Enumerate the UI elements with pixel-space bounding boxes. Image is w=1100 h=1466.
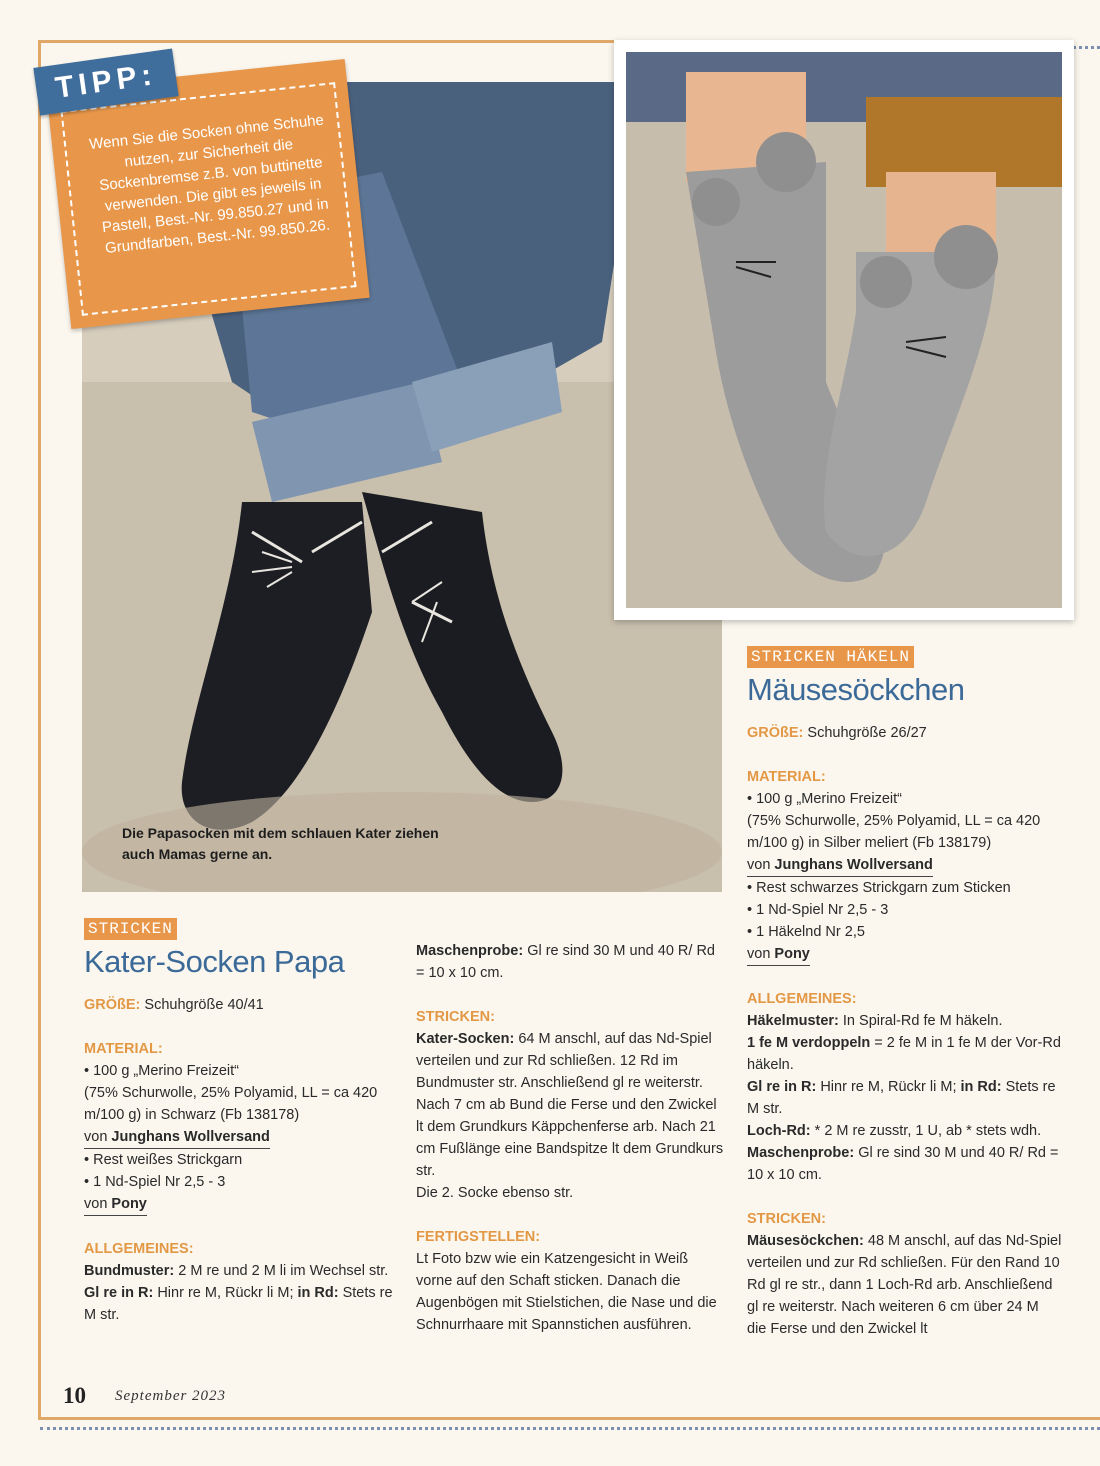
page-border-top: [38, 40, 638, 43]
maus-supplier-1-link: von Junghans Wollversand: [747, 854, 933, 877]
maus-column: [747, 646, 1062, 1340]
maus-material-5: • 1 Häkelnd Nr 2,5: [747, 924, 865, 940]
maus-category-tag: STRICKEN HÄKELN: [747, 646, 914, 668]
kater-material-label: MATERIAL:: [84, 1041, 163, 1057]
page-border-left: [38, 40, 41, 1420]
kater-knit-text-2: Die 2. Socke ebenso str.: [416, 1185, 574, 1201]
kater-material-2: (75% Schurwolle, 25% Polyamid, LL = ca 420 m/100 g) in Schwarz (Fb 138178): [84, 1085, 378, 1123]
mouse-socks-photo: [614, 40, 1074, 620]
maus-general-1: Häkelmuster: In Spiral-Rd fe M häkeln.: [747, 1013, 1003, 1029]
maus-general-5: Maschenprobe: Gl re sind 30 M und 40 R/ Rd = 10 x 10 cm.: [747, 1145, 1059, 1183]
page-number: 10: [63, 1383, 86, 1408]
kater-finish-text: Lt Foto bzw wie ein Katzengesicht in Weiß vorne auf den Schaft sticken. Danach die Augenbögen mit Stielstichen, die Nase und die Schnurrhaare mit Spannstichen ausführen.: [416, 1251, 717, 1333]
maus-general-4: Loch-Rd: * 2 M re zusstr, 1 U, ab * stets wdh.: [747, 1123, 1042, 1139]
kater-general-label: ALLGEMEINES:: [84, 1241, 194, 1257]
kater-knit-label: STRICKEN:: [416, 1009, 495, 1025]
kater-material-1: • 100 g „Merino Freizeit“: [84, 1063, 239, 1079]
kater-general-1: Bundmuster: 2 M re und 2 M li im Wechsel str.: [84, 1263, 389, 1279]
kater-supplier-1-link: von Junghans Wollversand: [84, 1126, 270, 1149]
maus-supplier-2-link: von Pony: [747, 943, 810, 966]
kater-general-2: Gl re in R: Hinr re M, Rückr li M; in Rd: Stets re M str.: [84, 1285, 393, 1323]
maus-size-label: GRÖßE:: [747, 725, 804, 741]
kater-size-value: Schuhgröße 40/41: [144, 997, 264, 1013]
maus-knit-label: STRICKEN:: [747, 1211, 826, 1227]
maus-material-1: • 100 g „Merino Freizeit“: [747, 791, 902, 807]
kater-title: Kater-Socken Papa: [84, 944, 345, 979]
maus-material-2: (75% Schurwolle, 25% Polyamid, LL = ca 420 m/100 g) in Silber meliert (Fb 138179): [747, 813, 1041, 851]
kater-gauge: Maschenprobe: Gl re sind 30 M und 40 R/ Rd = 10 x 10 cm.: [416, 943, 715, 981]
maus-material-3: • Rest schwarzes Strickgarn zum Sticken: [747, 880, 1011, 896]
maus-knit-text: Mäusesöckchen: 48 M anschl, auf das Nd-Spiel verteilen und zur Rd schließen. Für den Rand 10 Rd gl re str., dann 1 Loch-Rd arb. Anschließend gl re weiterstr. Nach weiteren 6 cm über 24 M die Ferse und den Zwickel lt: [747, 1233, 1062, 1337]
dotted-rule-bottom: [40, 1427, 1100, 1430]
photo-caption: Die Papasocken mit dem schlauen Kater ziehen auch Mamas gerne an.: [122, 825, 439, 862]
maus-title: Mäusesöckchen: [747, 672, 965, 707]
maus-general-label: ALLGEMEINES:: [747, 991, 857, 1007]
tip-text: Wenn Sie die Socken ohne Schuhe nutzen, zur Sicherheit die Sockenbremse z.B. von buttinette verwenden. Die gibt es jeweils in Pastell, Best.-Nr. 99.850.27 und in Grundfarben, Best.-Nr. 99.850.26.: [88, 111, 331, 258]
tip-label: TIPP:: [33, 48, 178, 115]
maus-material-label: MATERIAL:: [747, 769, 826, 785]
issue-date: September 2023: [115, 1388, 227, 1404]
kater-size-label: GRÖßE:: [84, 997, 141, 1013]
kater-material-3: • Rest weißes Strickgarn: [84, 1152, 243, 1168]
maus-general-2: 1 fe M verdoppeln = 2 fe M in 1 fe M der Vor-Rd häkeln.: [747, 1035, 1061, 1073]
maus-size-value: Schuhgröße 26/27: [807, 725, 927, 741]
kater-supplier-2-link: von Pony: [84, 1193, 147, 1216]
kater-material-4: • 1 Nd-Spiel Nr 2,5 - 3: [84, 1174, 226, 1190]
maus-general-3: Gl re in R: Hinr re M, Rückr li M; in Rd: Stets re M str.: [747, 1079, 1056, 1117]
kater-column-1: [84, 918, 394, 1326]
kater-knit-text: Kater-Socken: 64 M anschl, auf das Nd-Spiel verteilen und zur Rd schließen. 12 Rd im Bundmuster str. Anschließend gl re weiterstr. Nach 7 cm ab Bund die Ferse und den Zwickel lt dem Grundkurs Käppchenferse arb. Nach 21 cm Fußlänge eine Bandspitze lt dem Grundkurs str.: [416, 1031, 724, 1179]
kater-category-tag: STRICKEN: [84, 918, 177, 940]
kater-column-2: [416, 940, 726, 1336]
page-border-bottom: [38, 1417, 1100, 1420]
maus-material-4: • 1 Nd-Spiel Nr 2,5 - 3: [747, 902, 889, 918]
kater-finish-label: FERTIGSTELLEN:: [416, 1229, 541, 1245]
